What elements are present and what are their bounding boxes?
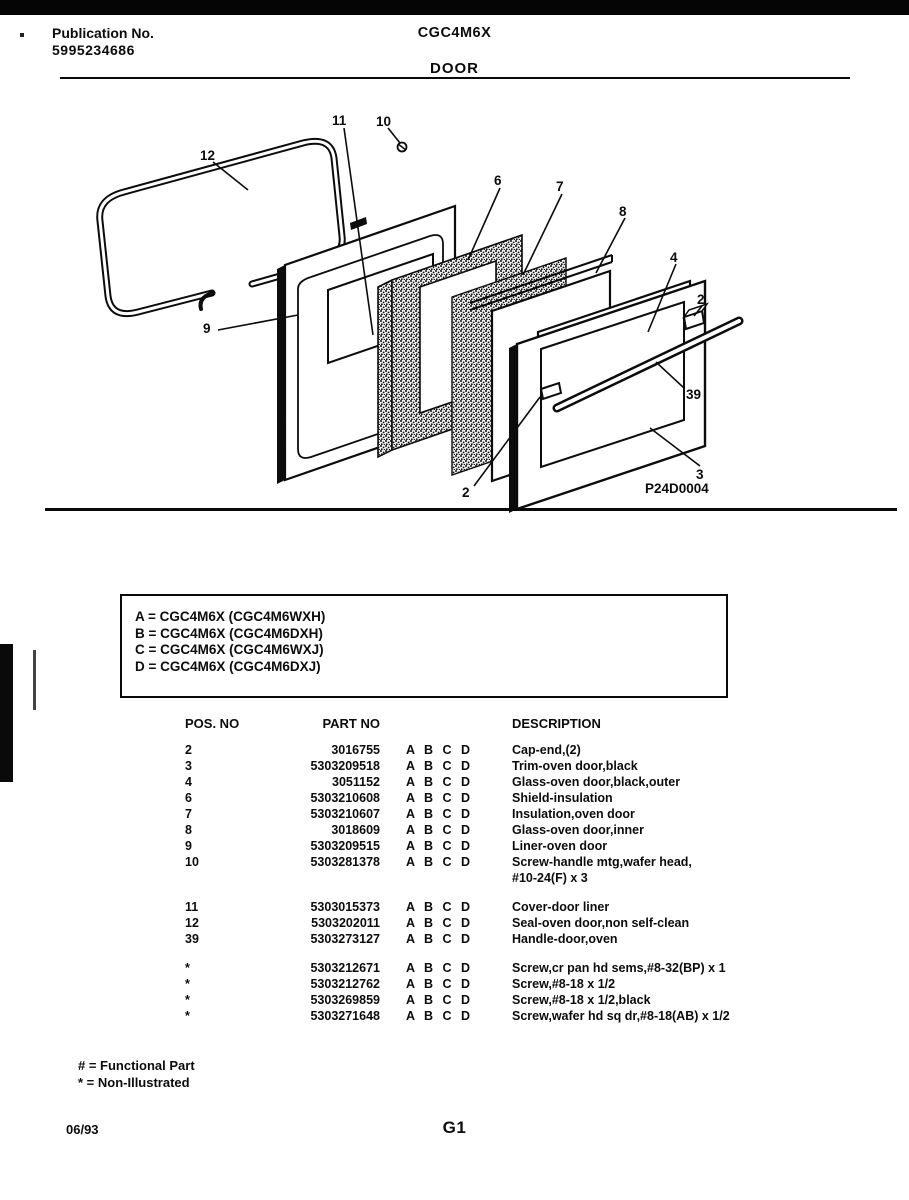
model-key-line: B = CGC4M6X (CGC4M6DXH)	[135, 625, 323, 641]
cell-models: A B C D	[406, 839, 474, 853]
model-header: CGC4M6X	[417, 25, 492, 41]
cell-part-no: 3051152	[332, 775, 380, 789]
cell-description: Liner-oven door	[512, 839, 608, 853]
cell-part-no: 5303210608	[310, 791, 380, 805]
cell-pos-no: *	[185, 961, 190, 975]
section-divider	[45, 508, 897, 511]
callout-12: 12	[200, 148, 216, 163]
cell-models: A B C D	[406, 807, 474, 821]
table-row	[185, 960, 785, 976]
cell-description: Glass-oven door,inner	[512, 823, 644, 837]
callout-2-right: 2	[697, 292, 705, 307]
cell-pos-no: 7	[185, 807, 192, 821]
table-row	[185, 976, 785, 992]
cell-description: Screw,#8-18 x 1/2	[512, 977, 616, 991]
model-key-line: A = CGC4M6X (CGC4M6WXH)	[135, 609, 326, 624]
cell-part-no: 5303269859	[310, 993, 380, 1007]
cell-description: Screw,#8-18 x 1/2,black	[512, 993, 651, 1007]
legend-functional-part: # = Functional Part	[78, 1058, 195, 1073]
cell-part-no: 5303271648	[310, 1009, 380, 1023]
cell-description: Handle-door,oven	[512, 932, 618, 946]
exploded-door-diagram	[0, 90, 909, 520]
section-title: DOOR	[430, 60, 479, 77]
cell-models: A B C D	[406, 993, 474, 1007]
cell-pos-no: 3	[185, 759, 192, 773]
cell-description: Insulation,oven door	[512, 807, 635, 821]
table-row	[185, 774, 785, 790]
legend-non-illustrated: * = Non-Illustrated	[78, 1074, 190, 1090]
cell-part-no: 5303273127	[310, 932, 380, 946]
table-row	[185, 790, 785, 806]
cell-pos-no: 9	[185, 839, 192, 853]
parts-table-header	[185, 716, 785, 732]
cell-part-no: 5303210607	[310, 807, 380, 821]
callout-4: 4	[670, 250, 678, 265]
cell-description: Seal-oven door,non self-clean	[512, 916, 690, 930]
cell-part-no: 5303281378	[310, 855, 380, 869]
table-row	[185, 838, 785, 854]
cell-models: A B C D	[406, 855, 474, 869]
cell-description: Glass-oven door,black,outer	[512, 775, 681, 789]
table-row	[185, 1008, 785, 1024]
table-row	[185, 992, 785, 1008]
cell-models: A B C D	[406, 743, 474, 757]
cell-pos-no: 6	[185, 791, 192, 805]
cell-pos-no: 8	[185, 823, 192, 837]
callout-6: 6	[494, 173, 502, 188]
cell-description: Screw-handle mtg,wafer head, #10-24(F) x 3	[512, 855, 692, 885]
cell-description: Screw,wafer hd sq dr,#8-18(AB) x 1/2	[512, 1009, 730, 1023]
table-row	[185, 822, 785, 838]
cell-models: A B C D	[406, 759, 474, 773]
model-key-line: D = CGC4M6X (CGC4M6DXJ)	[135, 658, 321, 674]
cell-pos-no: 11	[185, 900, 199, 914]
callout-39: 39	[686, 387, 702, 402]
table-row	[185, 854, 785, 886]
cell-description: Shield-insulation	[512, 791, 613, 805]
table-row	[185, 758, 785, 774]
cell-models: A B C D	[406, 775, 474, 789]
publication-number: 5995234686	[52, 42, 135, 58]
callout-2-bottom: 2	[462, 485, 470, 500]
cell-part-no: 5303015373	[310, 900, 380, 914]
cell-description: Screw,cr pan hd sems,#8-32(BP) x 1	[512, 961, 726, 975]
footer-date: 06/93	[66, 1122, 99, 1137]
table-row	[185, 931, 785, 947]
cell-part-no: 5303209515	[310, 839, 380, 853]
footer-page-number: G1	[442, 1118, 467, 1137]
scan-top-bar	[0, 0, 909, 15]
callout-11: 11	[332, 113, 347, 128]
cell-description: Cover-door liner	[512, 900, 610, 914]
cell-models: A B C D	[406, 791, 474, 805]
cell-pos-no: *	[185, 977, 190, 991]
part-screw-handle	[398, 143, 407, 152]
cell-description: Cap-end,(2)	[512, 743, 581, 757]
cell-models: A B C D	[406, 1009, 474, 1023]
cell-part-no: 5303209518	[310, 759, 380, 773]
cell-models: A B C D	[406, 823, 474, 837]
cell-models: A B C D	[406, 961, 474, 975]
diagram-code: P24D0004	[645, 481, 709, 496]
header-rule	[60, 77, 850, 79]
cell-part-no: 3018609	[331, 823, 380, 837]
callout-10: 10	[376, 114, 392, 129]
cell-pos-no: 10	[185, 855, 199, 869]
publication-label: Publication No.	[52, 25, 154, 41]
model-key-box	[120, 594, 728, 698]
callout-8: 8	[619, 204, 627, 219]
cell-description: Trim-oven door,black	[512, 759, 638, 773]
cell-models: A B C D	[406, 977, 474, 991]
parts-table-body	[185, 742, 785, 1024]
table-row	[185, 899, 785, 915]
header-part-no: PART NO	[322, 716, 380, 731]
callout-3: 3	[696, 467, 704, 482]
cell-pos-no: 2	[185, 743, 192, 757]
table-row	[185, 806, 785, 822]
cell-models: A B C D	[406, 932, 474, 946]
table-row	[185, 742, 785, 758]
cell-models: A B C D	[406, 916, 474, 930]
cell-part-no: 5303212671	[310, 961, 380, 975]
cell-pos-no: 4	[185, 775, 192, 789]
header-pos-no: POS. NO	[185, 716, 240, 731]
cell-part-no: 5303202011	[311, 916, 380, 930]
cell-pos-no: *	[185, 993, 190, 1007]
cell-pos-no: *	[185, 1009, 190, 1023]
scan-edge-artifact	[0, 644, 13, 782]
model-key-line: C = CGC4M6X (CGC4M6WXJ)	[135, 642, 324, 657]
cell-part-no: 5303212762	[310, 977, 380, 991]
legend	[78, 1058, 195, 1091]
scan-edge-artifact-2	[33, 650, 36, 710]
callout-9: 9	[203, 321, 211, 336]
table-row	[185, 915, 785, 931]
parts-table	[185, 716, 785, 1024]
header-models-spacer	[380, 716, 490, 732]
header-description: DESCRIPTION	[512, 716, 601, 731]
cell-pos-no: 12	[185, 916, 199, 930]
cell-pos-no: 39	[185, 932, 199, 946]
callout-7: 7	[556, 179, 564, 194]
cell-part-no: 3016755	[331, 743, 380, 757]
cell-models: A B C D	[406, 900, 474, 914]
